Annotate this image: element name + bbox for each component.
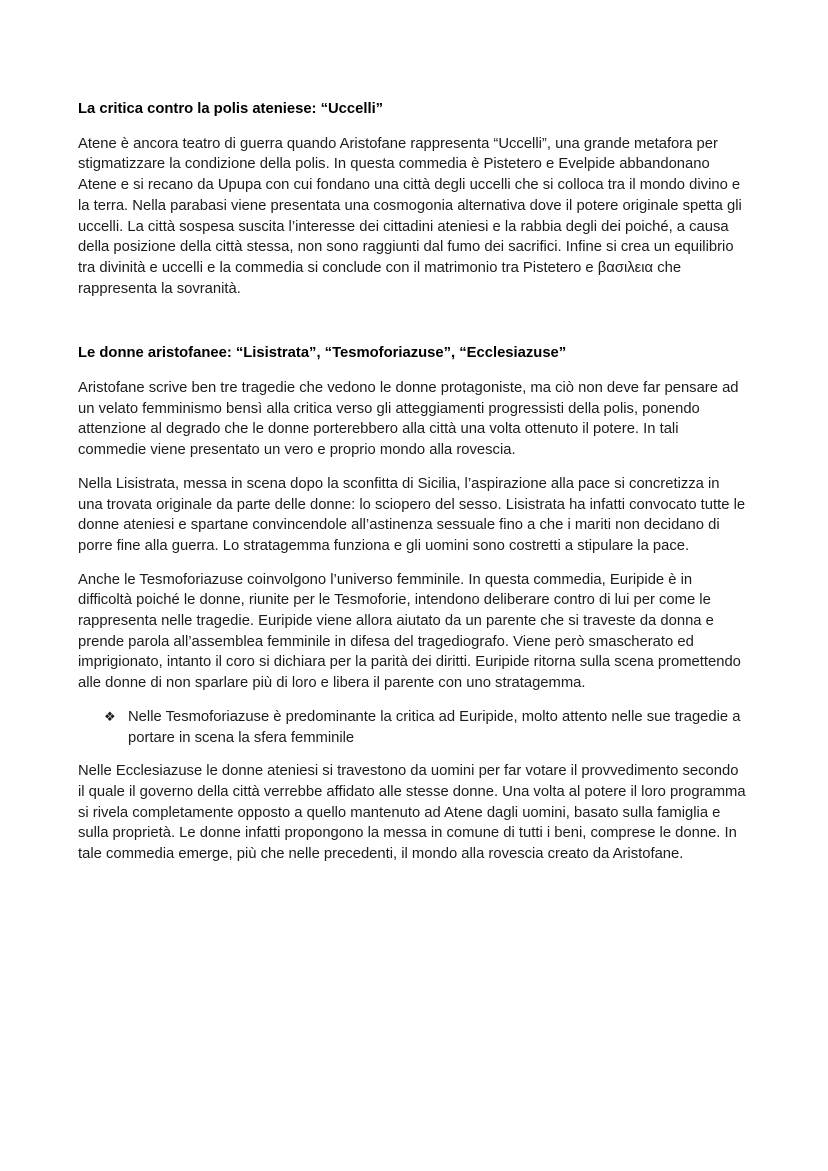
diamond-bullet-icon: ❖: [104, 708, 116, 724]
section-donne-aristofanee: [78, 343, 748, 864]
body-paragraph: Aristofane scrive ben tre tragedie che vedono le donne protagoniste, ma ciò non deve far pensare ad un velato femminismo bensì alla critica verso gli atteggiamenti progressisti della polis, ponendo attenzione al degrado che le donne porterebbero alla città una volta ottenuto il potere. In tali commedie viene presentato un vero e proprio mondo alla rovescia.: [78, 380, 739, 459]
list-item: [78, 707, 748, 748]
body-paragraph: Atene è ancora teatro di guerra quando Aristofane rappresenta “Uccelli”, una grande metafora per stigmatizzare la condizione della polis. In questa commedia è Pistetero e Evelpide abbandonano Atene e si recano da Upupa con cui fondano una città degli uccelli che si colloca tra il mondo divino e la terra. Nella parabasi viene presentata una cosmogonia alternativa dove il potere originale spetta gli uccelli. La città sospesa suscita l’interesse dei cittadini ateniesi e la rabbia degli dei poiché, a causa della posizione della città stessa, non sono raggiunti dal fumo dei sacrifici. Infine si crea un equilibrio tra divinità e uccelli e la commedia si conclude con il matrimonio tra Pistetero e βασιλεια che rappresenta la sovranità.: [78, 135, 742, 297]
bullet-list: [78, 707, 748, 748]
section-uccelli: [78, 99, 748, 299]
section-heading-uccelli: La critica contro la polis ateniese: “Uccelli”: [78, 101, 384, 117]
body-paragraph: Anche le Tesmoforiazuse coinvolgono l’universo femminile. In questa commedia, Euripide è in difficoltà poiché le donne, riunite per le Tesmoforie, intendono deliberare contro di lui per come le rappresenta nelle tragedie. Euripide viene allora aiutato da un parente che si traveste da donna e prende parola all’assemblea femminile in difesa del tragediografo. Viene però smascherato ed imprigionato, intanto il coro si dichiara per la parità dei diritti. Euripide ritorna sulla scena promettendo alle donne di non sparlare più di loro e libera il parente con uno stratagemma.: [78, 571, 741, 692]
body-paragraph: Nella Lisistrata, messa in scena dopo la sconfitta di Sicilia, l’aspirazione alla pace si concretizza in una trovata originale da parte delle donne: lo sciopero del sesso. Lisistrata ha infatti convocato tutte le donne ateniesi e spartane convincendole all’astinenza sessuale fino a che i mariti non decidano di porre fine alla guerra. Lo stratagemma funziona e gli uomini sono costretti a stipulare la pace.: [78, 475, 746, 554]
body-paragraph: Nelle Ecclesiazuse le donne ateniesi si travestono da uomini per far votare il provvedimento secondo il quale il governo della città verrebbe affidato alle stesse donne. Una volta al potere il loro programma si rivela completamente opposto a quello mantenuto ad Atene dagli uomini, basato sulla famiglia e sulla proprietà. Le donne infatti propongono la messa in comune di tutti i beni, comprese le donne. In tale commedia emerge, più che nelle precedenti, il mondo alla rovescia creato da Aristofane.: [78, 763, 746, 863]
bullet-text: Nelle Tesmoforiazuse è predominante la critica ad Euripide, molto attento nelle sue tragedie a portare in scena la sfera femminile: [128, 708, 741, 746]
section-heading-donne: Le donne aristofanee: “Lisistrata”, “Tesmoforiazuse”, “Ecclesiazuse”: [78, 345, 567, 362]
